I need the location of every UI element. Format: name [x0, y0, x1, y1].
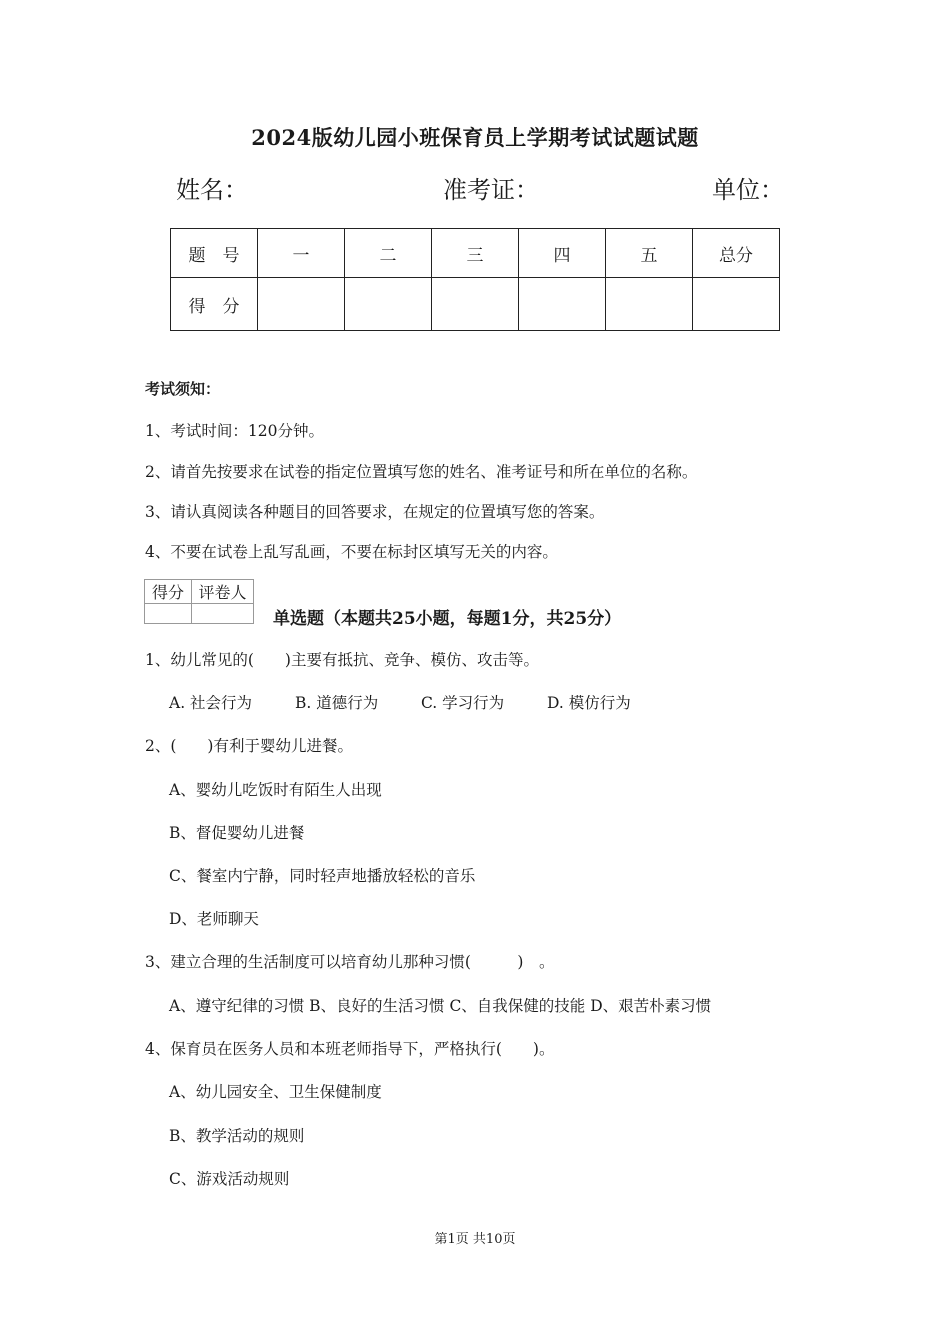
- score-cell: [693, 278, 780, 331]
- score-header-label: 题 号: [171, 229, 258, 278]
- question-stem: 2、( )有利于婴幼儿进餐。: [145, 737, 353, 755]
- score-cell: [345, 278, 432, 331]
- score-header-2: 二: [345, 229, 432, 278]
- question-stem: 4、保育员在医务人员和本班老师指导下，严格执行( )。: [145, 1040, 555, 1058]
- score-cell: [606, 278, 693, 331]
- notice-item: 2、请首先按要求在试卷的指定位置填写您的姓名、准考证号和所在单位的名称。: [145, 463, 698, 481]
- score-header-1: 一: [258, 229, 345, 278]
- score-cell: [432, 278, 519, 331]
- question-stem: 1、幼儿常见的( )主要有抵抗、竞争、模仿、攻击等。: [145, 651, 539, 669]
- grader-score-label: 得分: [145, 580, 192, 604]
- name-label: 姓名：: [176, 176, 248, 204]
- question-option: B、教学活动的规则: [169, 1127, 305, 1145]
- notice-title: 考试须知：: [145, 380, 221, 398]
- notice-item: 1、考试时间：120分钟。: [145, 422, 324, 440]
- question-option: D、老师聊天: [169, 910, 259, 928]
- notice-item: 4、不要在试卷上乱写乱画，不要在标封区填写无关的内容。: [145, 543, 558, 561]
- score-header-5: 五: [606, 229, 693, 278]
- grader-score-cell: [145, 604, 192, 624]
- score-cell: [519, 278, 606, 331]
- section-title: 单选题（本题共25小题，每题1分，共25分）: [273, 609, 622, 629]
- notice-item: 3、请认真阅读各种题目的回答要求，在规定的位置填写您的答案。: [145, 503, 605, 521]
- unit-label: 单位：: [712, 176, 784, 204]
- question-option: A. 社会行为: [169, 694, 253, 712]
- grader-name-cell: [192, 604, 254, 624]
- question-option: A、幼儿园安全、卫生保健制度: [169, 1083, 382, 1101]
- question-option: C、游戏活动规则: [169, 1170, 290, 1188]
- question-option: A、婴幼儿吃饭时有陌生人出现: [169, 781, 382, 799]
- question-option: A、遵守纪律的习惯 B、良好的生活习惯 C、自我保健的技能 D、艰苦朴素习惯: [169, 997, 712, 1015]
- page-footer: 第1页 共10页: [434, 1232, 516, 1247]
- question-option: B. 道德行为: [295, 694, 379, 712]
- question-option: C、餐室内宁静，同时轻声地播放轻松的音乐: [169, 867, 476, 885]
- exam-id-label: 准考证：: [443, 176, 539, 204]
- question-option: D. 模仿行为: [547, 694, 631, 712]
- question-stem: 3、建立合理的生活制度可以培育幼儿那种习惯( ) 。: [145, 953, 555, 971]
- page-title: 2024版幼儿园小班保育员上学期考试试题试题: [251, 125, 699, 150]
- question-option: C. 学习行为: [421, 694, 505, 712]
- grader-name-label: 评卷人: [192, 580, 254, 604]
- score-row-label: 得 分: [171, 278, 258, 331]
- score-header-3: 三: [432, 229, 519, 278]
- score-cell: [258, 278, 345, 331]
- score-header-4: 四: [519, 229, 606, 278]
- question-option: B、督促婴幼儿进餐: [169, 824, 305, 842]
- score-header-total: 总分: [693, 229, 780, 278]
- grader-table: [144, 579, 254, 624]
- score-table: [170, 228, 780, 331]
